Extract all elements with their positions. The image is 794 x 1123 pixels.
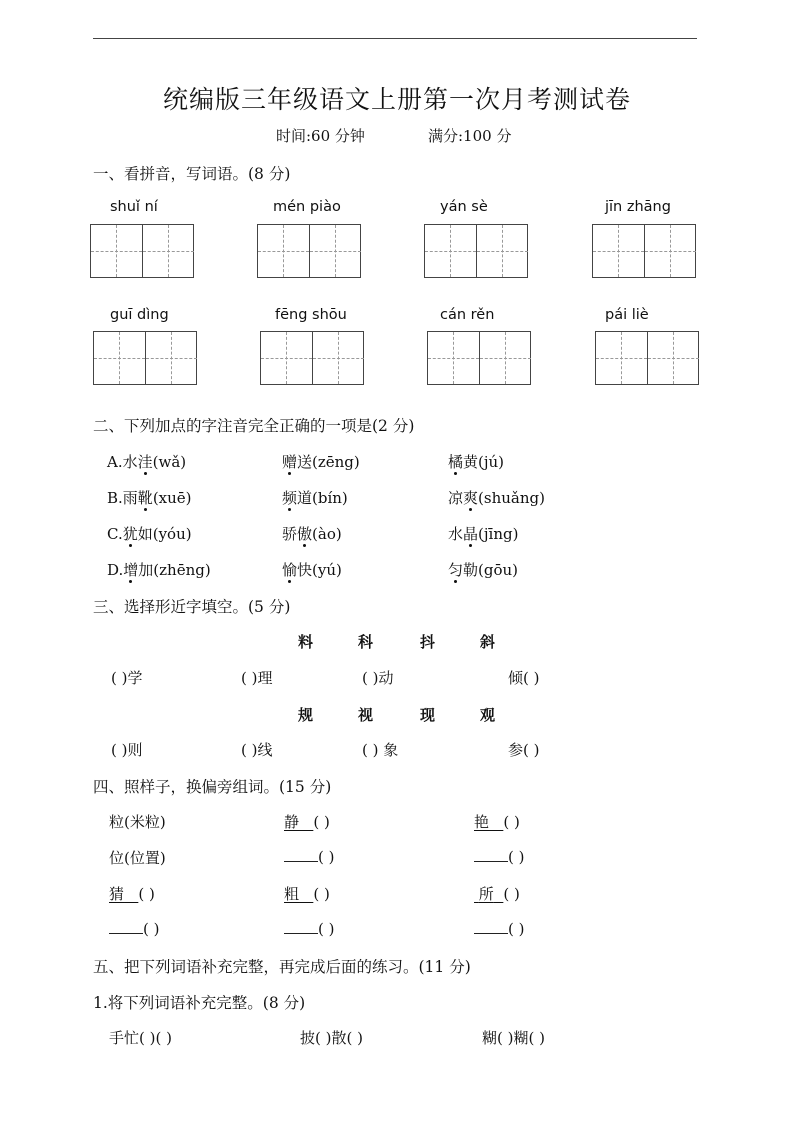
pinyin-label: fēng shōu (275, 307, 347, 323)
writing-grid[interactable] (592, 224, 696, 278)
pinyin-label: pái liè (605, 307, 649, 323)
pinyin-label: mén piào (273, 199, 341, 215)
option-b-2: 频道(bín) (282, 489, 348, 507)
option-a-2: 赠送(zēng) (282, 453, 360, 471)
option-d-1[interactable]: D.增加(zhēng) (107, 561, 211, 579)
option-a-1[interactable]: A.水洼(wǎ) (107, 453, 187, 471)
idiom-blank[interactable]: 披( )散( ) (300, 1029, 363, 1047)
fill-blank[interactable]: ( )则 (111, 741, 143, 759)
word-item[interactable]: 粗 ( ) (284, 885, 330, 903)
word-item[interactable]: 猜 ( ) (109, 885, 155, 903)
char-option: 观 (480, 706, 496, 724)
section2-heading: 二、下列加点的字注音完全正确的一项是(2 分) (93, 417, 415, 435)
exam-score: 满分:100 分 (428, 127, 512, 145)
char-option: 现 (420, 706, 436, 724)
idiom-blank[interactable]: 手忙( )( ) (109, 1029, 172, 1047)
writing-grid[interactable] (427, 331, 531, 385)
writing-grid[interactable] (260, 331, 364, 385)
top-rule (93, 38, 697, 39)
word-item[interactable]: ( ) (284, 919, 334, 938)
section3-heading: 三、选择形近字填空。(5 分) (93, 598, 291, 616)
fill-blank[interactable]: ( ) 象 (362, 741, 399, 759)
option-b-3: 凉爽(shuǎng) (448, 489, 545, 507)
writing-grid[interactable] (257, 224, 361, 278)
fill-blank[interactable]: ( )理 (241, 669, 273, 687)
writing-grid[interactable] (424, 224, 528, 278)
char-option: 抖 (420, 633, 436, 651)
word-item[interactable]: ( ) (284, 847, 334, 866)
fill-blank[interactable]: ( )线 (241, 741, 273, 759)
fill-blank[interactable]: 参( ) (508, 741, 540, 759)
word-item[interactable]: 艳 ( ) (474, 813, 520, 831)
section5-sub1: 1.将下列词语补充完整。(8 分) (93, 994, 306, 1012)
option-b-1[interactable]: B.雨靴(xuē) (107, 489, 192, 507)
writing-grid[interactable] (595, 331, 699, 385)
section5-heading: 五、把下列词语补充完整，再完成后面的练习。(11 分) (93, 958, 471, 976)
section1-heading: 一、看拼音，写词语。(8 分) (93, 165, 291, 183)
option-d-2: 愉快(yú) (282, 561, 342, 579)
sample-word: 粒(米粒) (109, 813, 166, 831)
pinyin-label: yán sè (440, 199, 488, 215)
word-item[interactable]: ( ) (474, 847, 524, 866)
word-item[interactable]: ( ) (474, 919, 524, 938)
word-item[interactable]: 所 ( ) (478, 885, 520, 903)
char-option: 斜 (480, 633, 496, 651)
word-item[interactable]: 静 ( ) (284, 813, 330, 831)
writing-grid[interactable] (90, 224, 194, 278)
fill-blank[interactable]: 倾( ) (508, 669, 540, 687)
option-c-1[interactable]: C.犹如(yóu) (107, 525, 192, 543)
char-option: 视 (358, 706, 374, 724)
exam-time: 时间:60 分钟 (276, 127, 365, 145)
pinyin-label: cán rěn (440, 307, 495, 323)
pinyin-label: jīn zhāng (605, 199, 671, 215)
char-option: 科 (358, 633, 374, 651)
option-c-2: 骄傲(ào) (282, 525, 342, 543)
option-c-3: 水晶(jīng) (448, 525, 519, 543)
fill-blank[interactable]: ( )学 (111, 669, 143, 687)
sample-word: 位(位置) (109, 849, 166, 867)
page-title: 统编版三年级语文上册第一次月考测试卷 (162, 85, 631, 114)
word-item[interactable]: ( ) (109, 919, 159, 938)
option-d-3: 匀勒(gōu) (448, 561, 519, 579)
pinyin-label: shuǐ ní (110, 199, 158, 215)
pinyin-label: guī dìng (110, 307, 169, 323)
writing-grid[interactable] (93, 331, 197, 385)
section4-heading: 四、照样子，换偏旁组词。(15 分) (93, 778, 332, 796)
char-option: 料 (298, 633, 314, 651)
fill-blank[interactable]: ( )动 (362, 669, 394, 687)
option-a-3: 橘黄(jú) (448, 453, 505, 471)
char-option: 规 (298, 706, 314, 724)
idiom-blank[interactable]: 糊( )糊( ) (482, 1029, 545, 1047)
